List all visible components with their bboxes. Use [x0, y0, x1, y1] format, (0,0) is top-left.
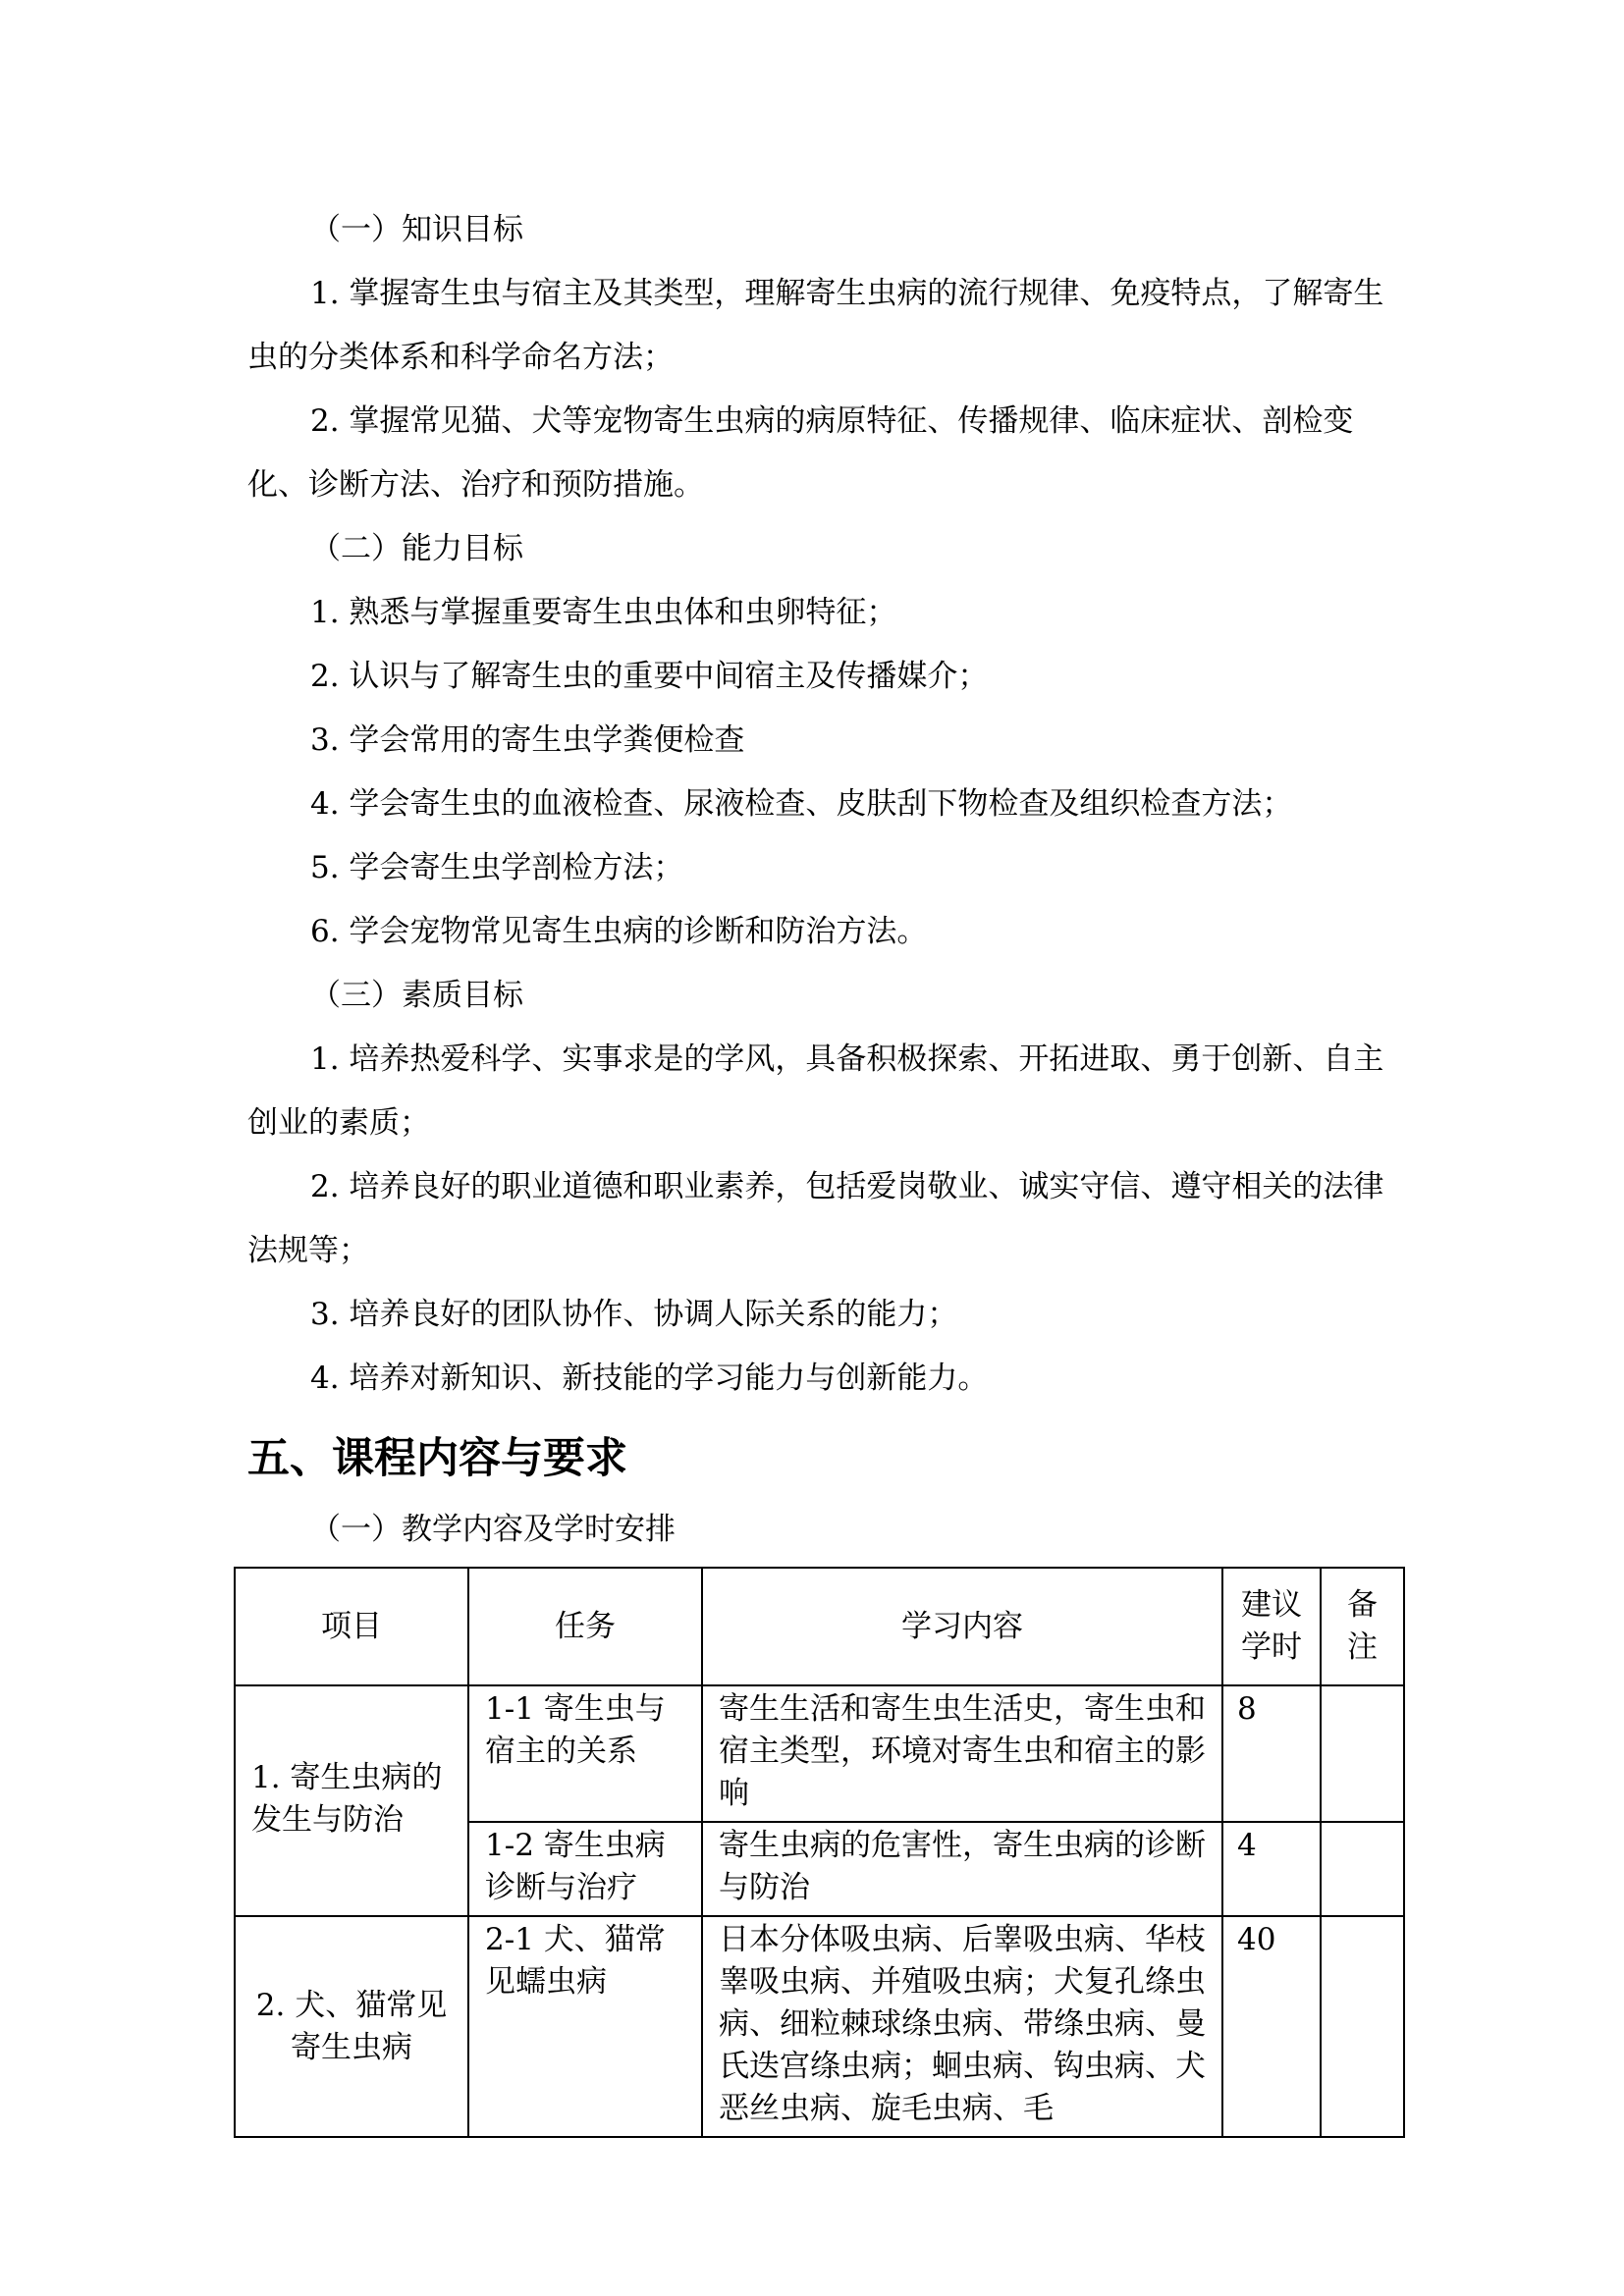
ability-item: 3. 学会常用的寄生虫学粪便检查	[310, 722, 745, 758]
header-content: 学习内容	[702, 1568, 1222, 1685]
knowledge-heading: （一）知识目标	[310, 212, 523, 247]
quality-item: 2. 培养良好的职业道德和职业素养，包括爱岗敬业、诚实守信、遵守相关的法律法规等；	[247, 1169, 1384, 1268]
ability-item: 4. 学会寄生虫的血液检查、尿液检查、皮肤刮下物检查及组织检查方法；	[310, 786, 1293, 822]
header-hours: 建议学时	[1222, 1568, 1321, 1685]
quality-heading: （三）素质目标	[310, 978, 523, 1013]
table-row	[235, 1685, 1404, 1822]
task-cell: 1-2 寄生虫病诊断与治疗	[468, 1822, 702, 1916]
hours-cell: 40	[1222, 1916, 1321, 2137]
ability-item: 5. 学会寄生虫学剖检方法；	[310, 850, 684, 885]
project-cell: 1. 寄生虫病的发生与防治	[235, 1685, 468, 1916]
course-content-table	[234, 1567, 1405, 2138]
task-cell: 1-1 寄生虫与宿主的关系	[468, 1685, 702, 1822]
quality-item: 3. 培养良好的团队协作、协调人际关系的能力；	[310, 1297, 958, 1332]
ability-item: 6. 学会宠物常见寄生虫病的诊断和防治方法。	[310, 914, 928, 949]
content-text: 日本分体吸虫病、后睾吸虫病、华枝睾吸虫病、并殖吸虫病；犬复孔绦虫病、细粒棘球绦虫病、带绦虫病、曼氏迭宫绦虫病；蛔虫病、钩虫病、犬恶丝虫病、旋毛虫病、毛	[719, 1922, 1206, 2126]
knowledge-item: 1. 掌握寄生虫与宿主及其类型，理解寄生虫病的流行规律、免疫特点，了解寄生虫的分类体系和科学命名方法；	[247, 276, 1384, 375]
content-cell: 寄生虫病的危害性，寄生虫病的诊断与防治	[702, 1822, 1222, 1916]
quality-item: 4. 培养对新知识、新技能的学习能力与创新能力。	[310, 1361, 989, 1396]
quality-item: 1. 培养热爱科学、实事求是的学风，具备积极探索、开拓进取、勇于创新、自主创业的素质；	[247, 1041, 1384, 1141]
table-caption: （一）教学内容及学时安排	[310, 1512, 676, 1547]
table-header-row	[235, 1568, 1404, 1685]
content-cell	[702, 1916, 1222, 2137]
ability-heading: （二）能力目标	[310, 531, 523, 566]
ability-item: 2. 认识与了解寄生虫的重要中间宿主及传播媒介；	[310, 659, 989, 694]
remark-cell	[1321, 1916, 1404, 2137]
header-remark: 备注	[1321, 1568, 1404, 1685]
table-row	[235, 1916, 1404, 2137]
knowledge-item: 2. 掌握常见猫、犬等宠物寄生虫病的病原特征、传播规律、临床症状、剖检变化、诊断方法、治疗和预防措施。	[247, 403, 1354, 503]
ability-item: 1. 熟悉与掌握重要寄生虫虫体和虫卵特征；	[310, 595, 897, 630]
content-cell: 寄生生活和寄生虫生活史，寄生虫和宿主类型，环境对寄生虫和宿主的影响	[702, 1685, 1222, 1822]
header-task: 任务	[468, 1568, 702, 1685]
section-title: 五、课程内容与要求	[247, 1434, 627, 1483]
hours-cell: 8	[1222, 1685, 1321, 1822]
objectives-section	[247, 198, 1386, 1411]
remark-cell	[1321, 1822, 1404, 1916]
hours-cell: 4	[1222, 1822, 1321, 1916]
remark-cell	[1321, 1685, 1404, 1822]
header-project: 项目	[235, 1568, 468, 1685]
task-cell: 2-1 犬、猫常见蠕虫病	[468, 1916, 702, 2137]
project-cell: 2. 犬、猫常见寄生虫病	[235, 1916, 468, 2137]
